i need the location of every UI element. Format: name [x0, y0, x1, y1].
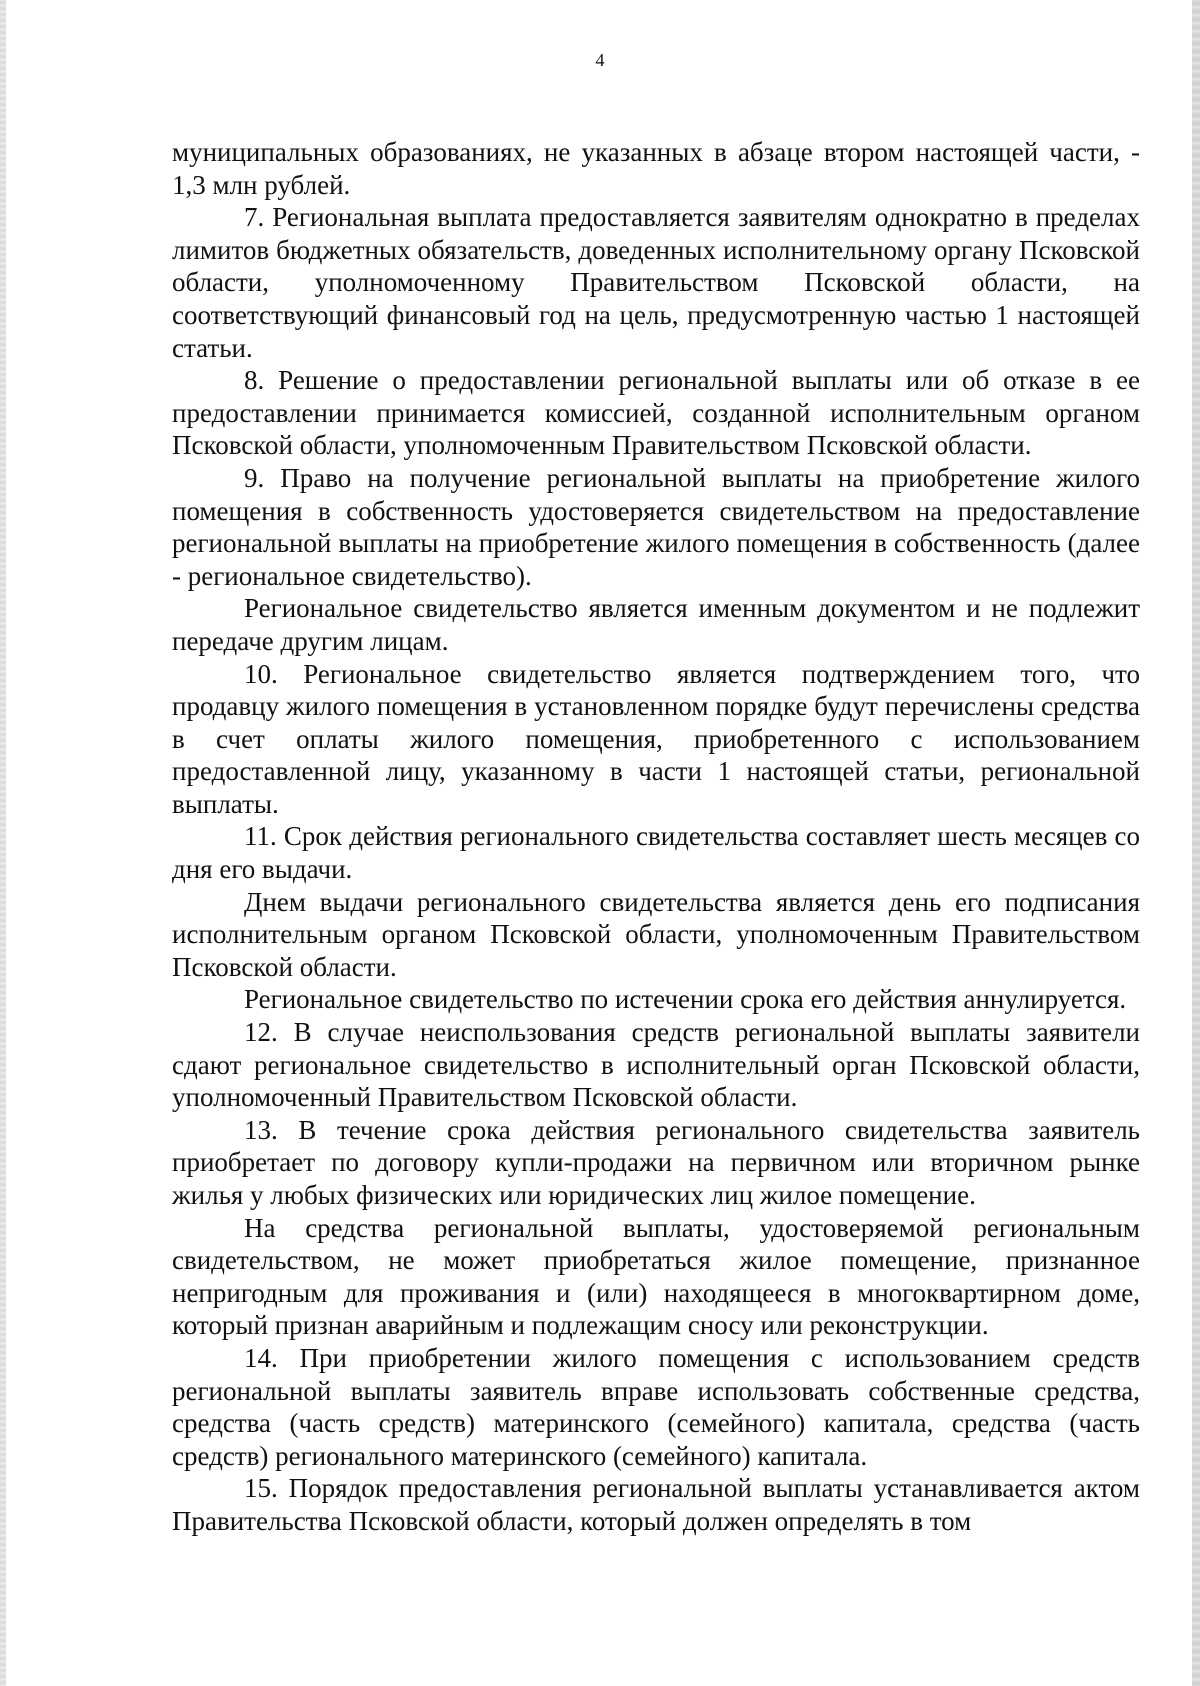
scan-edge-left — [0, 0, 6, 1686]
paragraph: На средства региональной выплаты, удостоверяемой региональным свидетельством, не может приобретаться жилое помещение, признанное непригодным для проживания и (или) находящееся в многоквартирном доме, который признан аварийным и подлежащим сносу или реконструкции. — [172, 1212, 1140, 1341]
document-body — [172, 136, 1140, 1538]
paragraph: 9. Право на получение региональной выплаты на приобретение жилого помещения в собственность удостоверяется свидетельством на предоставление региональной выплаты на приобретение жилого помещения в собственность (далее - региональное свидетельство). — [172, 462, 1140, 591]
paragraph: 10. Региональное свидетельство является подтверждением того, что продавцу жилого помещения в установленном порядке будут перечислены средства в счет оплаты жилого помещения, приобретенного с использованием предоставленной лицу, указанному в части 1 настоящей статьи, региональной выплаты. — [172, 658, 1140, 819]
paragraph: Региональное свидетельство по истечении срока его действия аннулируется. — [244, 984, 1127, 1015]
paragraph: 14. При приобретении жилого помещения с использованием средств региональной выплаты заявитель вправе использовать собственные средства, средства (часть средств) материнского (семейного) капитала, средства (часть средств) регионального материнского (семейного) капитала. — [172, 1342, 1140, 1471]
paragraph: муниципальных образованиях, не указанных в абзаце втором настоящей части, - 1,3 млн рублей. — [172, 137, 1140, 200]
paragraph: 15. Порядок предоставления региональной выплаты устанавливается актом Правительства Псковской области, который должен определять в том — [172, 1473, 1140, 1536]
paragraph: 13. В течение срока действия регионального свидетельства заявитель приобретает по договору купли-продажи на первичном или вторичном рынке жилья у любых физических или юридических лиц жилое помещение. — [172, 1114, 1140, 1210]
paragraph: Региональное свидетельство является именным документом и не подлежит передаче другим лицам. — [172, 593, 1140, 656]
paragraph: 11. Срок действия регионального свидетельства составляет шесть месяцев со дня его выдачи. — [172, 821, 1140, 885]
paragraph: 7. Региональная выплата предоставляется заявителям однократно в пределах лимитов бюджетных обязательств, доведенных исполнительному органу Псковской области, уполномоченному Правительством Псковской области, на соответствующий финансовый год на цель, предусмотренную частью 1 настоящей статьи. — [172, 202, 1140, 363]
page-number: 4 — [595, 50, 605, 70]
paragraph: 12. В случае неиспользования средств региональной выплаты заявители сдают региональное свидетельство в исполнительный орган Псковской области, уполномоченный Правительством Псковской области. — [172, 1017, 1140, 1113]
paragraph: Днем выдачи регионального свидетельства является день его подписания исполнительным органом Псковской области, уполномоченным Правительством Псковской области. — [172, 886, 1140, 982]
scan-edge-right — [1192, 0, 1200, 1686]
paragraph: 8. Решение о предоставлении региональной выплаты или об отказе в ее предоставлении принимается комиссией, созданной исполнительным органом Псковской области, уполномоченным Правительством Псковской области. — [172, 365, 1140, 461]
